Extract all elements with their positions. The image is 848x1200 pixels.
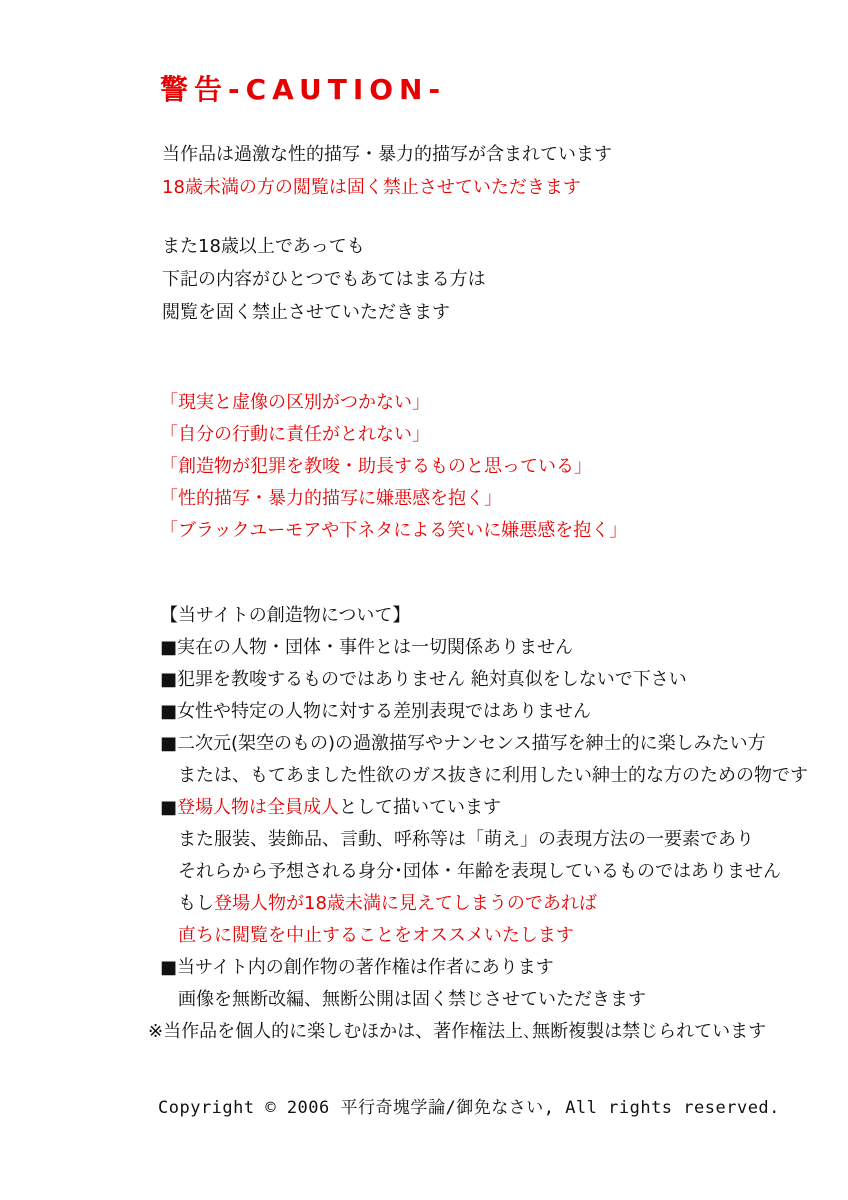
disclaimer-text: ※当作品を個人的に楽しむほかは、著作権法上､無断複製は禁じられています (148, 1021, 767, 1042)
disclaimer-text-red: 登場人物が18歳未満に見えてしまうのであれば (214, 893, 597, 914)
intro-line-1: 当作品は過激な性的描写・暴力的描写が含まれています (162, 144, 612, 165)
about-section-heading: 【当サイトの創造物について】 (160, 605, 411, 626)
disclaimer-line-reproduction-note (148, 1016, 808, 1048)
disclaimer-text: または、もてあました性欲のガス抜きに利用したい紳士的な方のための物です (178, 765, 808, 786)
conditions-intro-line-2: 下記の内容がひとつでもあてはまる方は (162, 269, 486, 290)
conditions-intro-paragraph (162, 230, 486, 329)
disclaimer-line-copyright (160, 952, 808, 984)
conditions-intro-line-1: また18歳以上であっても (162, 236, 365, 257)
disclaimer-line (160, 824, 808, 856)
page-title: 警告-CAUTION- (160, 73, 447, 106)
intro-line-2-age-restriction: 18歳未満の方の閲覧は固く禁止させていただきます (162, 177, 581, 198)
disclaimer-line (160, 664, 808, 696)
condition-item: 「性的描写・暴力的描写に嫌悪感を抱く」 (160, 488, 502, 509)
disclaimer-text: それらから予想される身分･団体・年齢を表現しているものではありません (178, 861, 781, 882)
disclaimer-text: ■女性や特定の人物に対する差別表現ではありません (160, 701, 592, 722)
disclaimer-text: また服装、装飾品、言動、呼称等は「萌え」の表現方法の一要素であり (178, 829, 754, 850)
disclaimer-line (160, 632, 808, 664)
condition-item: 「自分の行動に責任がとれない」 (160, 424, 430, 445)
forbidden-conditions-list (160, 387, 627, 547)
disclaimer-line-stop-viewing (160, 920, 808, 952)
disclaimer-line (160, 728, 808, 760)
about-creations-section (148, 600, 808, 1048)
disclaimer-line (160, 856, 808, 888)
disclaimer-text: もし (178, 893, 214, 914)
conditions-intro-line-3: 閲覧を固く禁止させていただきます (162, 302, 450, 323)
disclaimer-line (160, 696, 808, 728)
disclaimer-line-adult-characters (160, 792, 808, 824)
intro-paragraph (162, 138, 612, 204)
disclaimer-line (160, 760, 808, 792)
condition-item: 「ブラックユーモアや下ネタによる笑いに嫌悪感を抱く」 (160, 520, 628, 541)
disclaimer-text: ■実在の人物・団体・事件とは一切関係ありません (160, 637, 574, 658)
disclaimer-text-red: 登場人物は全員成人 (177, 797, 340, 818)
disclaimer-text: ■犯罪を教唆するものではありません 絶対真似をしないで下さい (160, 669, 687, 690)
disclaimer-text: として描いています (339, 797, 502, 818)
disclaimer-line (160, 984, 808, 1016)
disclaimer-text: ■二次元(架空のもの)の過激描写やナンセンス描写を紳士的に楽しみたい方 (160, 733, 766, 754)
disclaimer-text: 画像を無断改編、無断公開は固く禁じさせていただきます (178, 989, 646, 1010)
disclaimer-text: ■当サイト内の創作物の著作権は作者にあります (160, 957, 554, 978)
disclaimer-line-underage-warning (160, 888, 808, 920)
condition-item: 「創造物が犯罪を教唆・助長するものと思っている」 (160, 456, 592, 477)
copyright-notice: Copyright © 2006 平行奇塊学論/御免なさい, All rights reserved. (158, 1098, 780, 1118)
condition-item: 「現実と虚像の区別がつかない」 (160, 392, 430, 413)
disclaimer-text-red: 直ちに閲覧を中止することをオススメいたします (178, 925, 574, 946)
disclaimer-text: ■ (160, 797, 178, 818)
